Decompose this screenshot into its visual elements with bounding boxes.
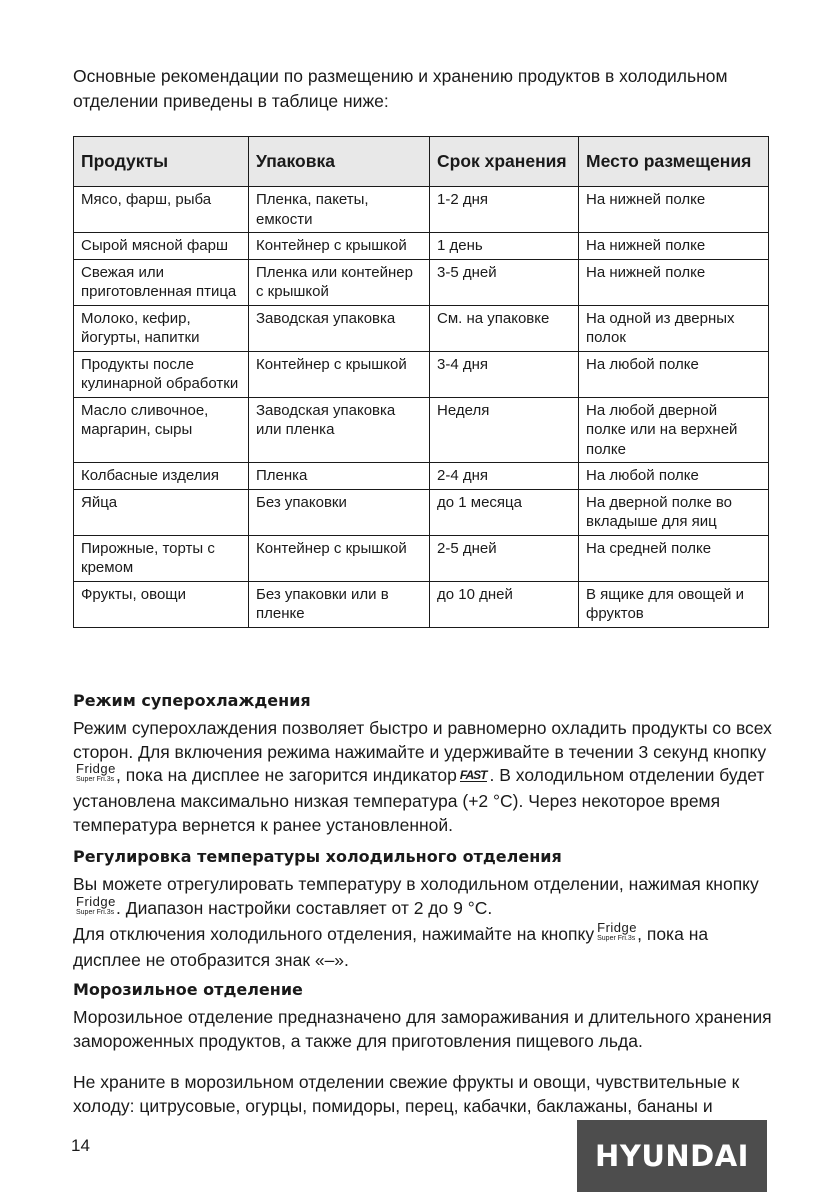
temp-control-text-part: Вы можете отрегулировать температуру в холодильном отделении, нажимая кнопку <box>73 874 759 894</box>
table-row <box>74 535 769 581</box>
table-cell: Неделя <box>430 397 579 463</box>
table-cell: В ящике для овощей и фруктов <box>579 581 769 627</box>
fridge-button-label: Fridge <box>597 919 637 935</box>
super-cooling-text-part: , пока на дисплее не загорится индикатор <box>116 765 457 785</box>
table-cell: Колбасные изделия <box>74 463 249 490</box>
super-cooling-heading: Режим суперохлаждения <box>73 691 311 710</box>
table-cell: 1 день <box>430 233 579 260</box>
temp-control-text <box>73 873 773 972</box>
fridge-button-label: Fridge <box>76 893 116 909</box>
table-cell: Пленка <box>249 463 430 490</box>
table-cell: На любой полке <box>579 463 769 490</box>
table-cell: См. на упаковке <box>430 305 579 351</box>
column-header: Место размещения <box>579 137 769 187</box>
table-cell: 2-4 дня <box>430 463 579 490</box>
table-cell: Фрукты, овощи <box>74 581 249 627</box>
storage-table <box>73 136 769 628</box>
table-row <box>74 463 769 490</box>
fast-indicator-icon: FAST <box>459 768 487 782</box>
table-cell: Продукты после кулинарной обработки <box>74 351 249 397</box>
table-cell: На одной из дверных полок <box>579 305 769 351</box>
intro-text: Основные рекомендации по размещению и хранению продуктов в холодильном отделении приведены в таблице ниже: <box>73 66 728 111</box>
temp-control-text-part: Для отключения холодильного отделения, нажимайте на кнопку <box>73 923 595 944</box>
super-cooling-text-part: Режим суперохлаждения позволяет быстро и равномерно охладить продукты со всех сторон. Для включения режима нажимайте и удерживайте в течении 3 секунд кнопку <box>73 718 772 762</box>
table-cell: Свежая или приготовленная птица <box>74 259 249 305</box>
table-cell: На нижней полке <box>579 187 769 233</box>
table-cell: 1-2 дня <box>430 187 579 233</box>
table-cell: Пирожные, торты с кремом <box>74 535 249 581</box>
temp-control-text-part: , пока на дисплее не отобразится знак «–». <box>73 923 709 970</box>
table-row <box>74 489 769 535</box>
table-cell: до 1 месяца <box>430 489 579 535</box>
fridge-button-icon <box>597 919 637 949</box>
table-cell: Пленка, пакеты, емкости <box>249 187 430 233</box>
table-cell: Контейнер с крышкой <box>249 351 430 397</box>
fridge-button-label: Fridge <box>76 761 116 776</box>
table-cell: Молоко, кефир, йогурты, напитки <box>74 305 249 351</box>
fridge-button-sublabel: Super Fri.3s <box>76 776 115 783</box>
fridge-button-icon <box>76 893 116 923</box>
table-row <box>74 397 769 463</box>
table-cell: Заводская упаковка или пленка <box>249 397 430 463</box>
table-cell: На любой полке <box>579 351 769 397</box>
table-cell: Мясо, фарш, рыба <box>74 187 249 233</box>
brand-logo <box>577 1120 767 1192</box>
page-number: 14 <box>71 1136 90 1155</box>
brand-logo-text: HYUNDAI <box>595 1139 749 1173</box>
table-row <box>74 259 769 305</box>
super-cooling-text <box>73 717 773 837</box>
freezer-paragraph-2: Не храните в морозильном отделении свежие фрукты и овощи, чувствительные к холоду: цитрусовые, огурцы, помидоры, перец, кабачки, баклажаны, бананы и <box>73 1072 740 1116</box>
column-header: Срок хранения <box>430 137 579 187</box>
table-row <box>74 581 769 627</box>
table-row <box>74 305 769 351</box>
table-cell: На дверной полке во вкладыше для яиц <box>579 489 769 535</box>
fridge-button-sublabel: Super Fri.3s <box>597 934 636 942</box>
table-cell: до 10 дней <box>430 581 579 627</box>
table-header-row <box>74 137 769 187</box>
freezer-heading: Морозильное отделение <box>73 980 303 999</box>
super-cooling-text-part: . В холодильном отделении будет установлена максимально низкая температура (+2 °С). Через некоторое время температура вернется к ранее установленной. <box>73 765 765 835</box>
table-cell: На нижней полке <box>579 259 769 305</box>
table-row <box>74 233 769 260</box>
fridge-button-icon <box>76 761 116 790</box>
table-cell: На нижней полке <box>579 233 769 260</box>
table-row <box>74 187 769 233</box>
table-cell: 3-4 дня <box>430 351 579 397</box>
table-cell: На средней полке <box>579 535 769 581</box>
freezer-paragraph-1: Морозильное отделение предназначено для замораживания и длительного хранения замороженных продуктов, а также для приготовления пищевого льда. <box>73 1007 772 1051</box>
fridge-button-sublabel: Super Fri.3s <box>76 908 115 916</box>
table-cell: Заводская упаковка <box>249 305 430 351</box>
table-cell: Контейнер с крышкой <box>249 233 430 260</box>
table-cell: На любой дверной полке или на верхней полке <box>579 397 769 463</box>
table-cell: Без упаковки или в пленке <box>249 581 430 627</box>
temp-control-heading: Регулировка температуры холодильного отделения <box>73 847 562 866</box>
table-cell: Яйца <box>74 489 249 535</box>
table-cell: Сырой мясной фарш <box>74 233 249 260</box>
column-header: Упаковка <box>249 137 430 187</box>
table-cell: Пленка или контейнер с крышкой <box>249 259 430 305</box>
table-row <box>74 351 769 397</box>
table-cell: 3-5 дней <box>430 259 579 305</box>
column-header: Продукты <box>74 137 249 187</box>
table-cell: 2-5 дней <box>430 535 579 581</box>
table-cell: Без упаковки <box>249 489 430 535</box>
temp-control-text-part: . Диапазон настройки составляет от 2 до 9 °С. <box>116 897 493 918</box>
table-cell: Контейнер с крышкой <box>249 535 430 581</box>
table-cell: Масло сливочное, маргарин, сыры <box>74 397 249 463</box>
